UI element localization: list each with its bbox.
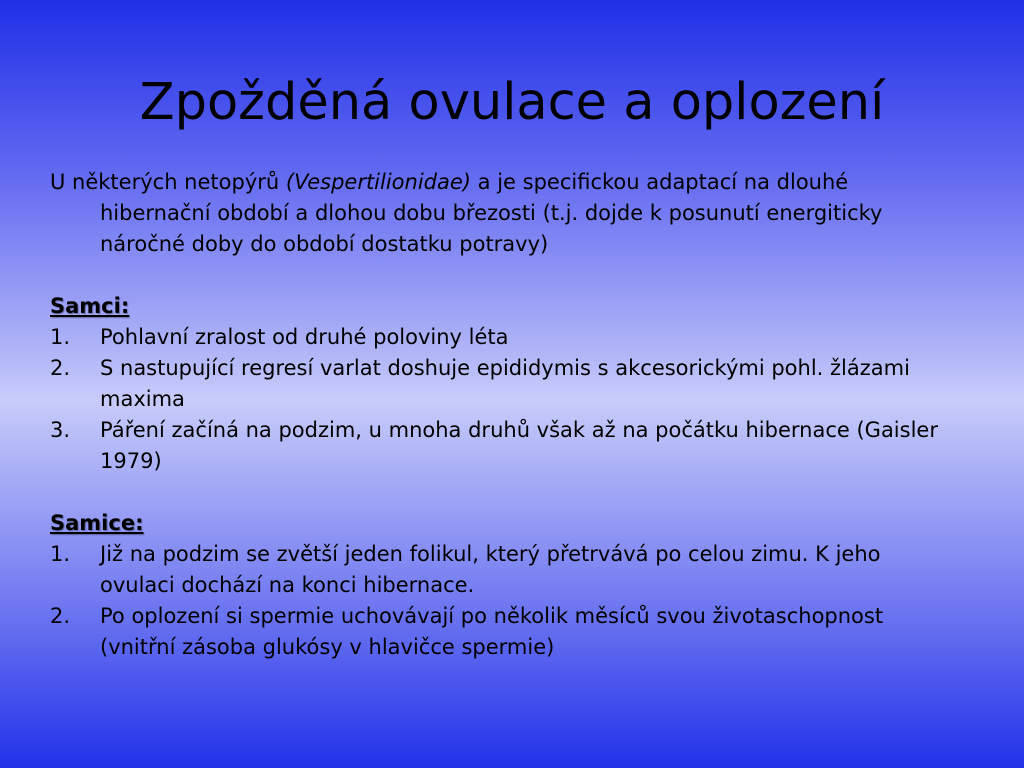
- females-heading: Samice:: [50, 511, 144, 535]
- list-item: [50, 539, 950, 601]
- list-item: [50, 353, 950, 415]
- list-number: 1.: [50, 325, 71, 349]
- list-item-text: S nastupující regresí varlat doshuje epididymis s akcesorickými pohl. žlázami maxima: [100, 356, 910, 411]
- list-item: [50, 415, 950, 477]
- list-item-text: Pohlavní zralost od druhé poloviny léta: [100, 325, 509, 349]
- list-item-text: Po oplození si spermie uchovávají po několik měsíců svou životaschopnost (vnitřní zásoba glukósy v hlavičce spermie): [100, 604, 884, 659]
- list-item: [50, 601, 950, 663]
- list-number: 3.: [50, 418, 71, 442]
- females-list: [50, 539, 950, 663]
- list-number: 1.: [50, 542, 71, 566]
- males-list: [50, 322, 950, 477]
- list-item-text: Již na podzim se zvětší jeden folikul, který přetrvává po celou zimu. K jeho ovulaci dochází na konci hibernace.: [100, 542, 881, 597]
- males-heading: Samci:: [50, 294, 130, 318]
- spacer: [50, 477, 950, 508]
- list-item-text: Páření začíná na podzim, u mnoha druhů však až na počátku hibernace (Gaisler 1979): [100, 418, 938, 473]
- list-number: 2.: [50, 356, 71, 380]
- intro-text-start: U některých netopýrů: [50, 170, 286, 194]
- list-number: 2.: [50, 604, 71, 628]
- intro-paragraph: [50, 167, 950, 260]
- intro-text-end: a je specifickou adaptací na dlouhé hibernační období a dlohou dobu březosti (t.j. dojde k posunutí energiticky náročné doby do období dostatku potravy): [100, 170, 883, 256]
- list-item: [50, 322, 950, 353]
- spacer: [50, 260, 950, 291]
- slide-title: Zpožděná ovulace a oplození: [139, 73, 885, 132]
- intro-family-name: (Vespertilionidae): [285, 170, 471, 194]
- slide-body: [50, 167, 950, 663]
